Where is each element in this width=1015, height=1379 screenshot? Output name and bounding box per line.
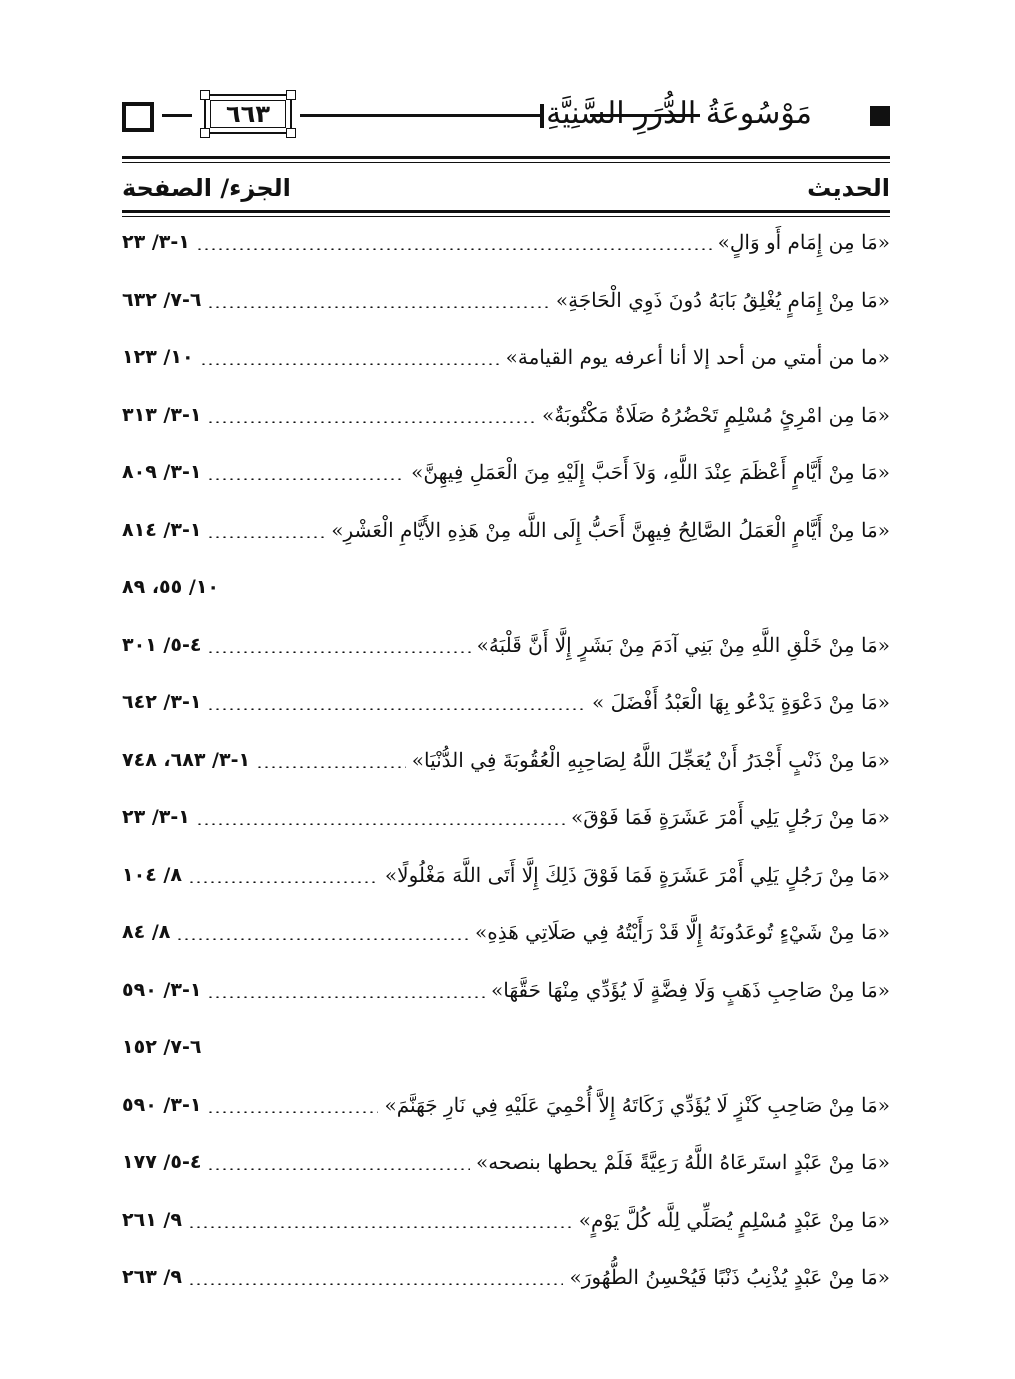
column-divider-thin	[122, 216, 890, 217]
volume-page-ref: ٤-٥/ ٣٠١	[122, 634, 202, 656]
hadith-text: «مَا مِنْ دَعْوَةٍ يَدْعُو بِهَا الْعَبْدُ أَفْضَلَ »	[591, 690, 890, 714]
dot-leader	[207, 1168, 469, 1170]
volume-page-ref: ١-٣/ ٦٨٣، ٧٤٨	[122, 749, 251, 771]
index-entry	[122, 853, 890, 897]
volume-page-ref: ١-٣/ ٢٣	[122, 806, 190, 828]
header-ornament-box	[122, 102, 154, 132]
hadith-text: «مَا مِنْ صَاحِبِ ذَهَبٍ وَلَا فِضَّةٍ لَا يُؤَدِّي مِنْهَا حَقَّهَا»	[490, 978, 890, 1002]
dot-leader	[207, 478, 405, 480]
volume-page-ref: ١-٣/ ٨١٤	[122, 519, 202, 541]
header-rule-end	[540, 104, 544, 128]
volume-page-ref: ٩/ ٢٦١	[122, 1209, 182, 1231]
volume-page-ref: ١٠/ ٥٥، ٨٩	[122, 576, 220, 598]
dot-leader	[188, 1283, 563, 1285]
dot-leader	[256, 766, 406, 768]
index-entry	[122, 968, 890, 1012]
index-entry	[122, 335, 890, 379]
header-divider	[122, 156, 890, 159]
dot-leader	[176, 938, 469, 940]
hadith-text: «مَا مِنْ ذَنْبٍ أَجْدَرُ أَنْ يُعَجِّلَ اللَّهُ لِصَاحِبِهِ الْعُقُوبَةَ فِي الدُّنْيَا»	[411, 748, 890, 772]
dot-leader	[207, 306, 549, 308]
hadith-text: «ما من أمتي من أحد إلا أنا أعرفه يوم القيامة»	[505, 345, 890, 369]
index-entry	[122, 738, 890, 782]
volume-page-ref: ٦-٧/ ٦٣٢	[122, 289, 202, 311]
hadith-text: «مَا مِن إِمَام أَو وَالٍ»	[717, 230, 890, 254]
dot-leader	[207, 651, 470, 653]
column-divider	[122, 210, 890, 213]
dot-leader	[207, 1111, 378, 1113]
volume-page-ref: ٤-٥/ ١٧٧	[122, 1151, 202, 1173]
volume-page-ref: ١-٣/ ٦٤٢	[122, 691, 202, 713]
index-entry	[122, 680, 890, 724]
index-entry	[122, 450, 890, 494]
index-entry	[122, 508, 890, 552]
page-number: ٦٦٣	[226, 100, 270, 128]
dot-leader	[200, 363, 500, 365]
hadith-text: «مَا مِنْ رَجُلٍ يَلِي أَمْرَ عَشَرَةٍ فَمَا فَوْقَ ذَلِكَ إِلَّا أَتَى اللَّهَ مَغْلُولًا»	[384, 863, 890, 887]
hadith-text: «مَا مِنْ عَبْدٍ استَرعَاهُ اللَّهُ رَعِيَّةً فَلَمْ يحطها بنصحه»	[475, 1150, 890, 1174]
hadith-text: «مَا مِن امْرِئٍ مُسْلِمٍ تَحْضُرُهُ صَلَاةٌ مَكْتُوبَةٌ»	[542, 403, 890, 427]
hadith-text: «مَا مِنْ إِمَامٍ يُغْلِقُ بَابَهُ دُونَ ذَوِي الْحَاجَةِ»	[555, 288, 890, 312]
dot-leader	[188, 881, 379, 883]
volume-page-ref: ١-٣/ ٥٩٠	[122, 1094, 202, 1116]
page-number-frame	[204, 94, 292, 134]
header-rule	[162, 114, 192, 117]
book-title: مَوْسُوعَةُ الدُّرَرِ السَّنِيَّةِ	[546, 96, 812, 131]
index-entry	[122, 623, 890, 667]
header-divider-thin	[122, 162, 890, 163]
header-ornament-square	[870, 106, 890, 126]
volume-page-ref: ١-٣/ ٨٠٩	[122, 461, 202, 483]
column-heading-hadith: الحديث	[807, 174, 890, 202]
page-header	[122, 86, 890, 146]
index-entry	[122, 1198, 890, 1242]
dot-leader	[196, 248, 712, 250]
hadith-text: «مَا مِنْ أَيَّامٍ أَعْظَمَ عِنْدَ اللَّهِ، وَلاَ أَحَبَّ إِلَيْهِ مِنَ الْعَمَلِ فِيهِنَّ»	[411, 460, 890, 484]
hadith-text: «مَا مِنْ شَيْءٍ تُوعَدُونَهُ إِلَّا قَدْ رَأَيْتُهُ فِي صَلَاتِي هَذِهِ»	[474, 920, 890, 944]
volume-page-ref: ١-٣/ ٣١٣	[122, 404, 202, 426]
hadith-text: «مَا مِنْ عَبْدٍ يُذْنِبُ ذَنْبًا فَيُحْسِنُ الطُّهُورَ»	[569, 1265, 890, 1289]
index-entry	[122, 910, 890, 954]
dot-leader	[207, 996, 485, 998]
volume-page-ref: ٨/ ٨٤	[122, 921, 171, 943]
index-entry-continuation	[122, 1025, 890, 1069]
column-heading-volume-page: الجزء/ الصفحة	[122, 174, 291, 202]
hadith-text: «مَا مِنْ أَيَّامٍ الْعَمَلُ الصَّالِحُ فِيهِنَّ أَحَبُّ إِلَى اللَّه مِنْ هَذِهِ الأَيَّامِ الْعَشْرِ»	[331, 518, 890, 542]
hadith-text: «مَا مِنْ رَجُلٍ يَلِي أَمْرَ عَشَرَةٍ فَمَا فَوْقَ»	[571, 805, 890, 829]
hadith-text: «مَا مِنْ عَبْدٍ مُسْلِمٍ يُصَلِّي لِلَّه كُلَّ يَوْمٍ»	[578, 1208, 890, 1232]
index-entry	[122, 1255, 890, 1299]
dot-leader	[207, 708, 586, 710]
volume-page-ref: ١٠/ ١٢٣	[122, 346, 194, 368]
volume-page-ref: ١-٣/ ٥٩٠	[122, 979, 202, 1001]
index-entry	[122, 220, 890, 264]
hadith-text: «مَا مِنْ صَاحِبِ كَنْزٍ لَا يُؤَدِّي زَكَاتَهُ إِلاَّ أُحْمِيَ عَلَيْهِ فِي نَارِ جَهَنَّمَ»	[384, 1093, 890, 1117]
index-entry	[122, 1140, 890, 1184]
index-entry-continuation	[122, 565, 890, 609]
dot-leader	[207, 536, 325, 538]
index-entry	[122, 795, 890, 839]
volume-page-ref: ٦-٧/ ١٥٢	[122, 1036, 202, 1058]
dot-leader	[188, 1226, 573, 1228]
index-entry	[122, 393, 890, 437]
volume-page-ref: ٨/ ١٠٤	[122, 864, 182, 886]
dot-leader	[207, 421, 536, 423]
index-entry	[122, 278, 890, 322]
volume-page-ref: ١-٣/ ٢٣	[122, 231, 190, 253]
index-entry	[122, 1083, 890, 1127]
header-rule	[300, 114, 540, 117]
hadith-text: «مَا مِنْ خَلْقِ اللَّهِ مِنْ بَنِي آدَمَ مِنْ بَشَرٍ إِلَّا أَنَّ قَلْبَهُ»	[476, 633, 890, 657]
dot-leader	[196, 823, 565, 825]
index-page	[122, 0, 890, 1379]
volume-page-ref: ٩/ ٢٦٣	[122, 1266, 182, 1288]
